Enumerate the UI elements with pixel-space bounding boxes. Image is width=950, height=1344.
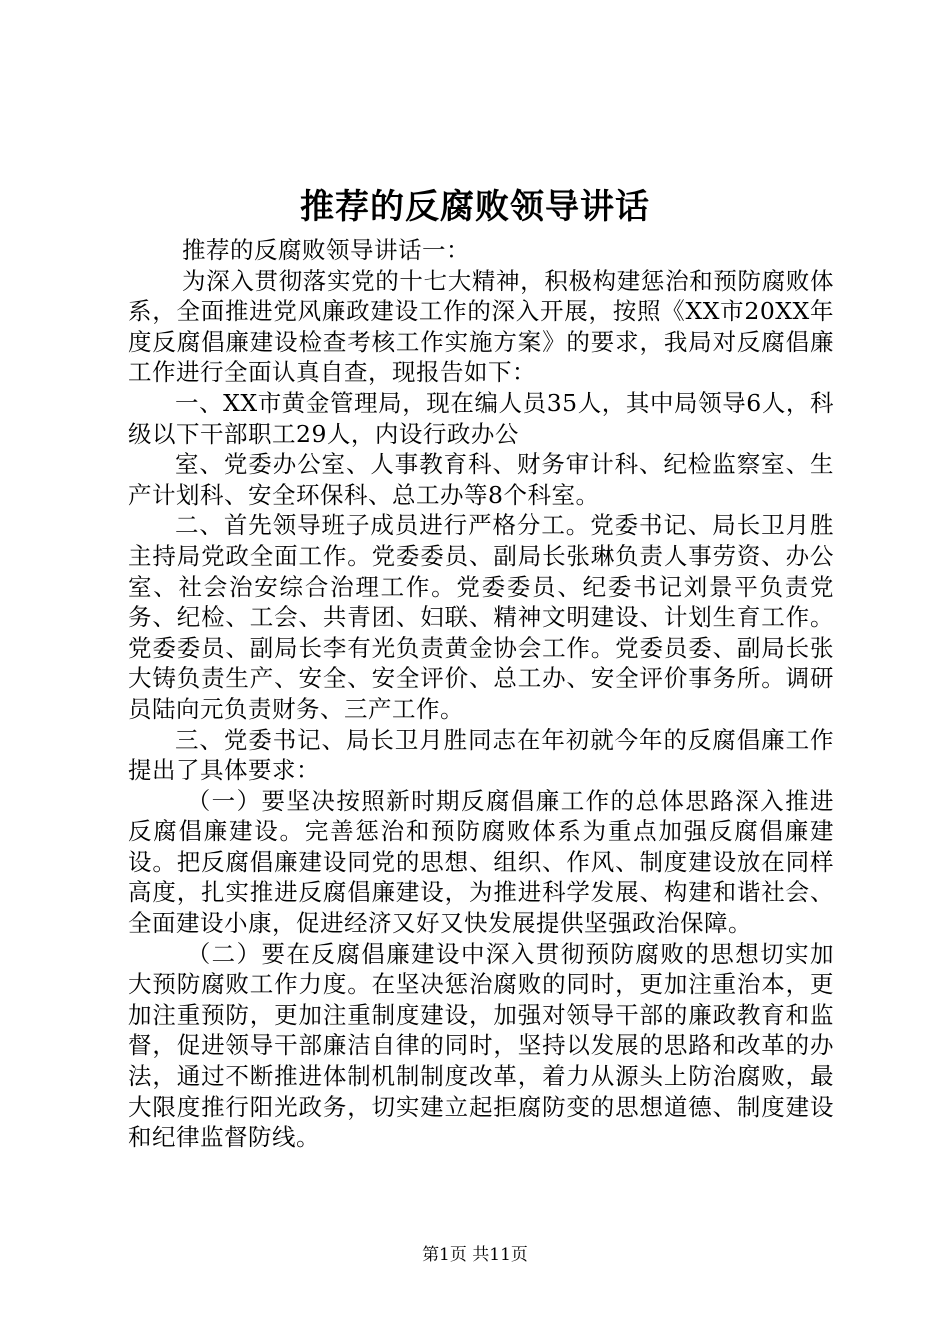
document-body: [128, 235, 834, 1153]
document-title: 推荐的反腐败领导讲话: [300, 187, 650, 227]
paragraph-section-2: 二、首先领导班子成员进行严格分工。党委书记、局长卫月胜主持局党政全面工作。党委委员、副局长张琳负责人事劳资、办公室、社会治安综合治理工作。党委委员、纪委书记刘景平负责党务、纪检、工会、共青团、妇联、精神文明建设、计划生育工作。党委委员、副局长李有光负责黄金协会工作。党委员委、副局长张大铸负责生产、安全、安全评价、总工办、安全评价事务所。调研员陆向元负责财务、三产工作。: [128, 511, 834, 723]
paragraph-intro: 推荐的反腐败领导讲话一：: [182, 236, 471, 264]
page-number-footer: 第1页 共11页: [422, 1245, 528, 1265]
paragraph-item-2: （二）要在反腐倡廉建设中深入贯彻预防腐败的思想切实加大预防腐败工作力度。在坚决惩治腐败的同时，更加注重治本，更加注重预防，更加注重制度建设，加强对领导干部的廉政教育和监督，促进领导干部廉洁自律的同时，坚持以发展的思路和改革的办法，通过不断推进体制机制制度改革，着力从源头上防治腐败，最大限度推行阳光政务，切实建立起拒腐防变的思想道德、制度建设和纪律监督防线。: [128, 939, 834, 1152]
paragraph-section-1-continued: 室、党委办公室、人事教育科、财务审计科、纪检监察室、生产计划科、安全环保科、总工办等8个科室。: [128, 450, 834, 509]
paragraph-section-3: 三、党委书记、局长卫月胜同志在年初就今年的反腐倡廉工作提出了具体要求：: [128, 725, 834, 785]
paragraph-purpose: 为深入贯彻落实党的十七大精神，积极构建惩治和预防腐败体系，全面推进党风廉政建设工作的深入开展，按照《XX市20XX年度反腐倡廉建设检查考核工作实施方案》的要求，我局对反腐倡廉工作进行全面认真自查，现报告如下：: [128, 266, 834, 387]
paragraph-item-1: （一）要坚决按照新时期反腐倡廉工作的总体思路深入推进反腐倡廉建设。完善惩治和预防腐败体系为重点加强反腐倡廉建设。把反腐倡廉建设同党的思想、组织、作风、制度建设放在同样高度，扎实推进反腐倡廉建设，为推进科学发展、构建和谐社会、全面建设小康，促进经济又好又快发展提供坚强政治保障。: [128, 786, 834, 938]
paragraph-section-1: 一、XX市黄金管理局，现在编人员35人，其中局领导6人，科级以下干部职工29人，内设行政办公: [128, 388, 834, 448]
